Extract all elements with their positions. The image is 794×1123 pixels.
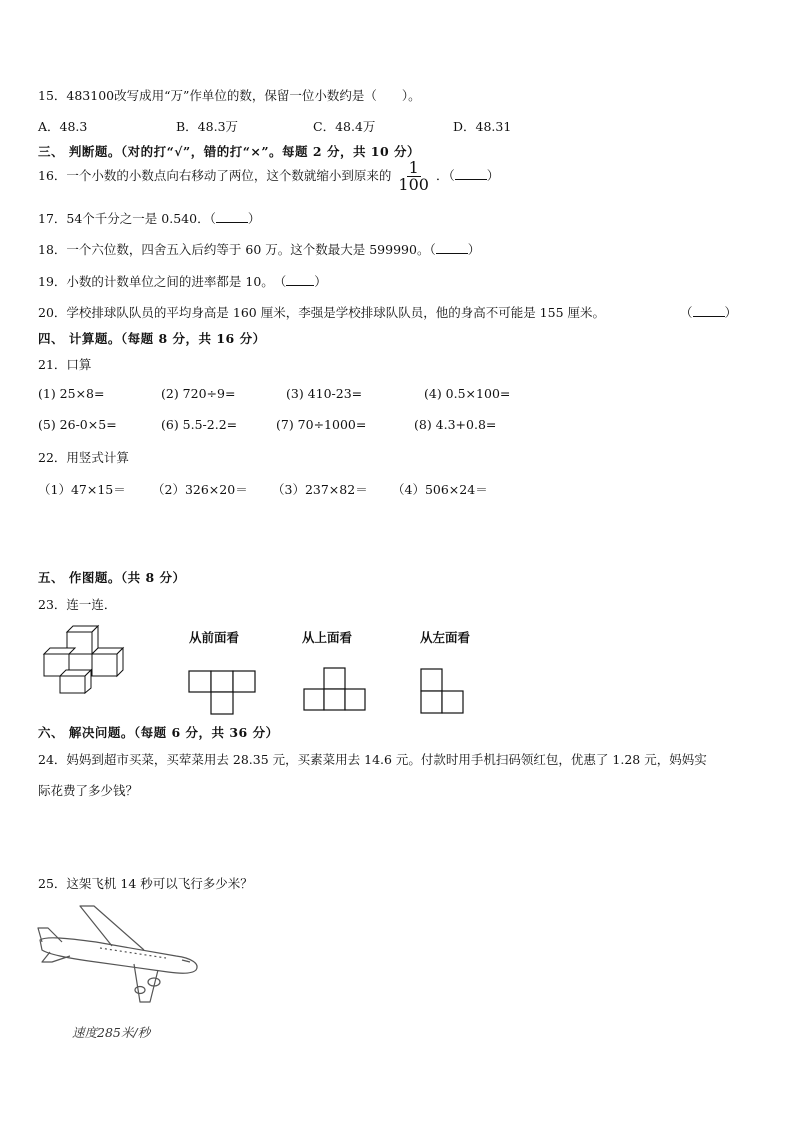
- q22-item-4: （4）506×24＝: [392, 482, 488, 497]
- q22-title: 22．用竖式计算: [38, 450, 129, 465]
- q19: [38, 272, 327, 290]
- fraction-numerator: 1: [408, 158, 419, 177]
- q15-option-a: A．48.3: [38, 119, 88, 134]
- q20-answer-blank[interactable]: [693, 305, 725, 317]
- q20-text: 20．学校排球队队员的平均身高是 160 厘米，李强是学校排球队队员，他的身高不可能是 155 厘米。: [38, 305, 606, 320]
- left-view-shape[interactable]: [420, 668, 466, 716]
- airplane-speed-caption: 速度285米/秒: [72, 1025, 151, 1040]
- q24-line-1: 24．妈妈到超市买菜，买荤菜用去 28.35 元，买素菜用去 14.6 元。付款时用手机扫码领红包，优惠了 1.28 元，妈妈实: [38, 752, 707, 767]
- q15-option-b: B．48.3万: [176, 119, 239, 134]
- q21-item-5: (5) 26-0×5=: [38, 417, 117, 432]
- section-5-heading: 五、 作图题。（共 8 分）: [38, 570, 186, 585]
- q16-text: 16．一个小数的小数点向右移动了两位，这个数就缩小到原来的: [38, 168, 392, 183]
- view-top-label: 从上面看: [302, 630, 353, 645]
- airplane-illustration: [36, 898, 206, 1008]
- q19-answer-blank[interactable]: [286, 274, 314, 286]
- q19-text: 19．小数的计数单位之间的进率都是 10。 （: [38, 274, 287, 289]
- view-front-label: 从前面看: [189, 630, 240, 645]
- q21-item-2: (2) 720÷9=: [161, 386, 236, 401]
- q16-paren-open: ．（: [435, 168, 455, 183]
- q20-answer: [680, 303, 737, 321]
- q16-answer-blank[interactable]: [455, 168, 487, 180]
- q17-answer-blank[interactable]: [216, 211, 248, 223]
- q21-item-3: (3) 410-23=: [286, 386, 363, 401]
- q21-item-7: (7) 70÷1000=: [276, 417, 367, 432]
- view-left-label: 从左面看: [420, 630, 471, 645]
- q21-item-6: (6) 5.5-2.2=: [161, 417, 238, 432]
- q21-item-1: (1) 25×8=: [38, 386, 105, 401]
- q15-option-d: D．48.31: [453, 119, 512, 134]
- q17: [38, 209, 260, 227]
- q23-title: 23．连一连．: [38, 597, 117, 612]
- top-view-shape[interactable]: [303, 667, 367, 715]
- q21-title: 21．口算: [38, 357, 92, 372]
- q19-paren-close: ）: [314, 274, 327, 289]
- section-6-heading: 六、 解决问题。（每题 6 分，共 36 分）: [38, 725, 279, 740]
- q25-title: 25．这架飞机 14 秒可以飞行多少米？: [38, 876, 253, 891]
- front-view-shape[interactable]: [188, 670, 256, 716]
- fraction-one-hundredth: [398, 160, 429, 193]
- q16: [38, 160, 499, 193]
- section-3-heading: 三、 判断题。（对的打“√”，错的打“×”。每题 2 分，共 10 分）: [38, 144, 421, 159]
- q22-item-3: （3）237×82＝: [272, 482, 368, 497]
- q20-paren-open: （: [680, 305, 693, 320]
- q22-item-2: （2）326×20＝: [152, 482, 248, 497]
- q16-paren-close: ）: [486, 168, 500, 183]
- q24-line-2: 际花费了多少钱？: [38, 783, 139, 798]
- q18-text: 18．一个六位数，四舍五入后约等于 60 万。这个数最大是 599990。（: [38, 242, 436, 257]
- cube-stack-figure: [40, 624, 130, 694]
- q17-text: 17．54个千分之一是 0.540．（: [38, 211, 216, 226]
- q21-item-8: (8) 4.3+0.8=: [414, 417, 497, 432]
- q21-item-4: (4) 0.5×100=: [424, 386, 511, 401]
- q18-answer-blank[interactable]: [436, 242, 468, 254]
- section-4-heading: 四、 计算题。（每题 8 分，共 16 分）: [38, 331, 266, 346]
- q18: [38, 240, 480, 258]
- q17-paren-close: ）: [247, 211, 261, 226]
- q20-paren-close: ）: [724, 305, 738, 320]
- q18-paren-close: ）: [467, 242, 481, 257]
- q15-text: 15．483100改写成用“万”作单位的数，保留一位小数约是（ ）。: [38, 88, 421, 103]
- fraction-denominator: 100: [398, 175, 429, 194]
- q15-option-c: C．48.4万: [313, 119, 376, 134]
- q22-item-1: （1）47×15＝: [38, 482, 126, 497]
